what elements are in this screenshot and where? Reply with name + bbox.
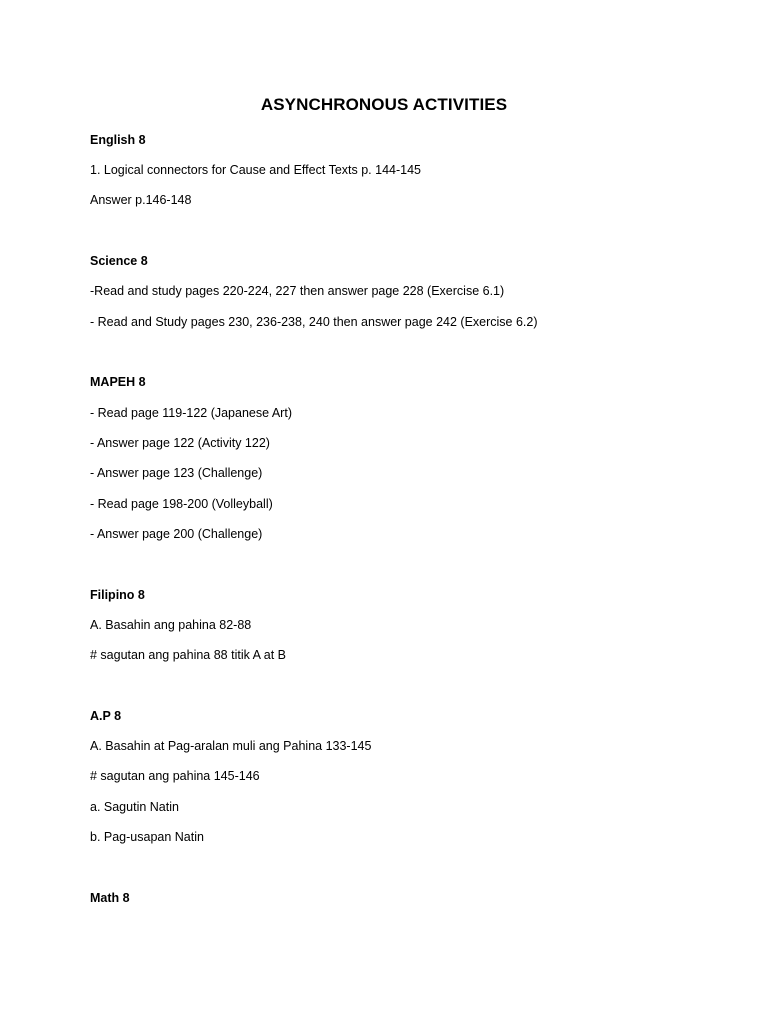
document-title: ASYNCHRONOUS ACTIVITIES xyxy=(260,95,508,114)
english-item-2: Answer p.146-148 xyxy=(90,193,192,207)
science-item-2: - Read and Study pages 230, 236-238, 240 then answer page 242 (Exercise 6.2) xyxy=(90,315,538,329)
ap-item-4: b. Pag-usapan Natin xyxy=(90,830,204,844)
section-heading-english: English 8 xyxy=(90,133,146,147)
filipino-item-2: # sagutan ang pahina 88 titik A at B xyxy=(90,648,286,662)
section-heading-ap: A.P 8 xyxy=(90,709,122,723)
mapeh-item-3: - Answer page 123 (Challenge) xyxy=(90,466,263,480)
section-heading-science: Science 8 xyxy=(90,254,148,268)
english-item-1: 1. Logical connectors for Cause and Effect Texts p. 144-145 xyxy=(90,163,421,177)
mapeh-item-4: - Read page 198-200 (Volleyball) xyxy=(90,497,273,511)
section-heading-filipino: Filipino 8 xyxy=(90,588,145,602)
section-heading-mapeh: MAPEH 8 xyxy=(90,375,146,389)
mapeh-item-5: - Answer page 200 (Challenge) xyxy=(90,527,263,541)
mapeh-item-1: - Read page 119-122 (Japanese Art) xyxy=(90,406,292,420)
ap-item-1: A. Basahin at Pag-aralan muli ang Pahina 133-145 xyxy=(90,739,372,753)
science-item-1: -Read and study pages 220-224, 227 then answer page 228 (Exercise 6.1) xyxy=(90,284,505,298)
filipino-item-1: A. Basahin ang pahina 82-88 xyxy=(90,618,252,632)
mapeh-item-2: - Answer page 122 (Activity 122) xyxy=(90,436,270,450)
section-heading-math: Math 8 xyxy=(90,891,130,905)
ap-item-2: # sagutan ang pahina 145-146 xyxy=(90,769,260,783)
ap-item-3: a. Sagutin Natin xyxy=(90,800,179,814)
